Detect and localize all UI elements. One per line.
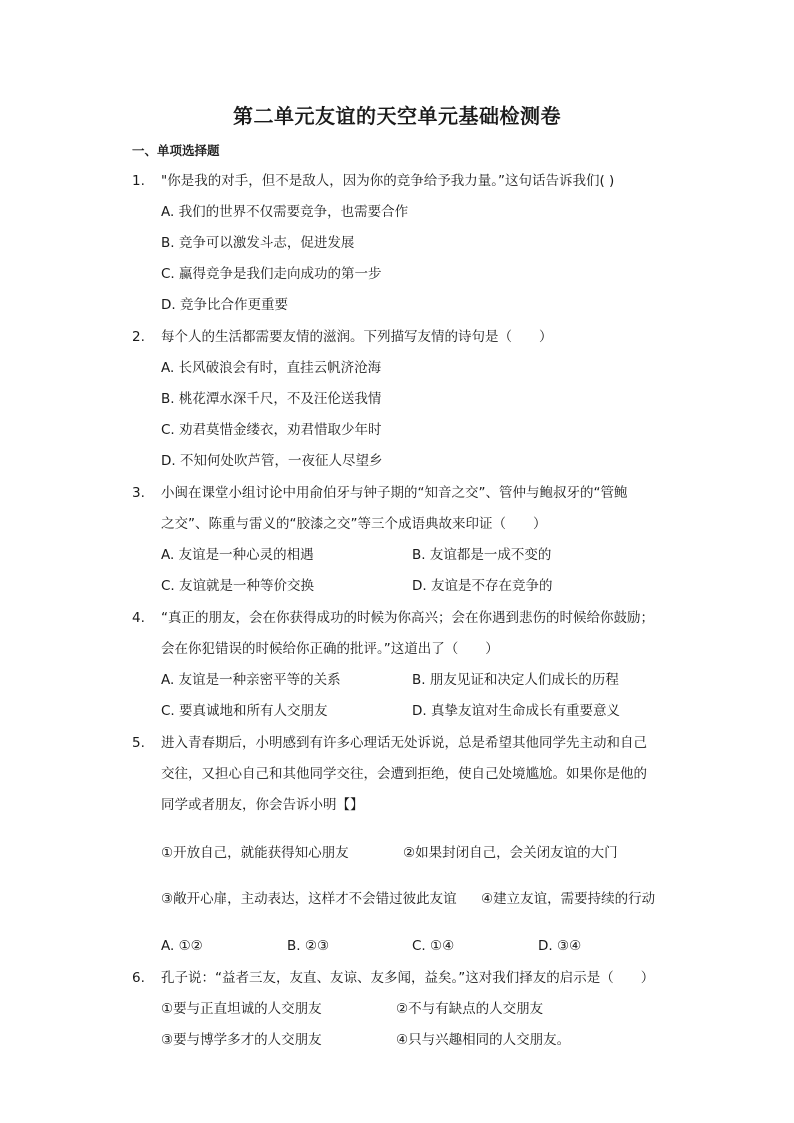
option-c: C. 友谊就是一种等价交换 <box>161 578 315 594</box>
option-a: A. 友谊是一种亲密平等的关系 <box>161 672 341 688</box>
question-number: 2. <box>132 329 145 345</box>
option-b: B. 友谊都是一成不变的 <box>412 547 552 563</box>
section-heading: 一、单项选择题 <box>132 143 220 158</box>
option-b: B. 竞争可以激发斗志，促进发展 <box>161 235 355 251</box>
statement-1: ①开放自己，就能获得知心朋友 <box>161 845 349 861</box>
question-stem: 小闽在课堂小组讨论中用俞伯牙与钟子期的“知音之交”、管仲与鲍叔牙的“管鲍 <box>161 485 628 501</box>
question-stem: "你是我的对手，但不是敌人，因为你的竞争给予我力量。”这句话告诉我们( ) <box>161 173 615 189</box>
question-stem: 进入青春期后，小明感到有许多心理话无处诉说，总是希望其他同学先主动和自己 <box>161 735 647 751</box>
option-c: C. 赢得竞争是我们走向成功的第一步 <box>161 266 382 282</box>
statement-3: ③要与博学多才的人交朋友 <box>161 1032 322 1048</box>
option-d: D. ③④ <box>538 938 582 954</box>
option-d: D. 不知何处吹芦管，一夜征人尽望乡 <box>161 453 383 469</box>
question-number: 6. <box>132 970 145 986</box>
question-number: 1. <box>132 173 145 189</box>
page-title: 第二单元友谊的天空单元基础检测卷 <box>233 104 561 128</box>
question-stem: 交往，又担心自己和其他同学交往，会遭到拒绝，使自己处境尴尬。如果你是他的 <box>161 766 647 782</box>
option-b: B. 桃花潭水深千尺，不及汪伦送我情 <box>161 391 382 407</box>
option-d: D. 真挚友谊对生命成长有重要意义 <box>412 703 620 719</box>
question-number: 3. <box>132 485 145 501</box>
question-stem: 之交”、陈重与雷义的“胶漆之交”等三个成语典故来印证（ ） <box>161 516 547 532</box>
question-stem: “真正的朋友，会在你获得成功的时候为你高兴；会在你遇到悲伤的时候给你鼓励； <box>161 610 654 626</box>
option-c: C. 要真诚地和所有人交朋友 <box>161 703 328 719</box>
option-d: D. 友谊是不存在竞争的 <box>412 578 553 594</box>
option-b: B. 朋友见证和决定人们成长的历程 <box>412 672 619 688</box>
option-a: A. ①② <box>161 938 203 954</box>
question-number: 5. <box>132 735 145 751</box>
option-a: A. 友谊是一种心灵的相遇 <box>161 547 314 563</box>
option-c: C. 劝君莫惜金缕衣，劝君惜取少年时 <box>161 422 382 438</box>
question-stem: 同学或者朋友，你会告诉小明【】 <box>161 797 364 813</box>
statement-2: ②如果封闭自己，会关闭友谊的大门 <box>403 845 618 861</box>
option-a: A. 我们的世界不仅需要竞争，也需要合作 <box>161 204 409 220</box>
question-number: 4. <box>132 610 145 626</box>
statement-2: ②不与有缺点的人交朋友 <box>396 1001 544 1017</box>
option-c: C. ①④ <box>412 938 455 954</box>
statement-4: ④建立友谊，需要持续的行动 <box>481 891 656 907</box>
option-d: D. 竞争比合作更重要 <box>161 297 288 313</box>
option-b: B. ②③ <box>287 938 330 954</box>
question-stem: 孔子说：“益者三友，友直、友谅、友多闻，益矣。”这对我们择友的启示是（ ） <box>161 970 655 986</box>
statement-4: ④只与兴趣相同的人交朋友。 <box>396 1032 571 1048</box>
option-a: A. 长风破浪会有时，直挂云帆济沧海 <box>161 360 382 376</box>
question-stem: 会在你犯错误的时候给你正确的批评。”这道出了（ ） <box>161 641 499 657</box>
statement-3: ③敞开心扉，主动表达，这样才不会错过彼此友谊 <box>161 891 457 907</box>
statement-1: ①要与正直坦诚的人交朋友 <box>161 1001 322 1017</box>
question-stem: 每个人的生活都需要友情的滋润。下列描写友情的诗句是（ ） <box>161 329 553 345</box>
